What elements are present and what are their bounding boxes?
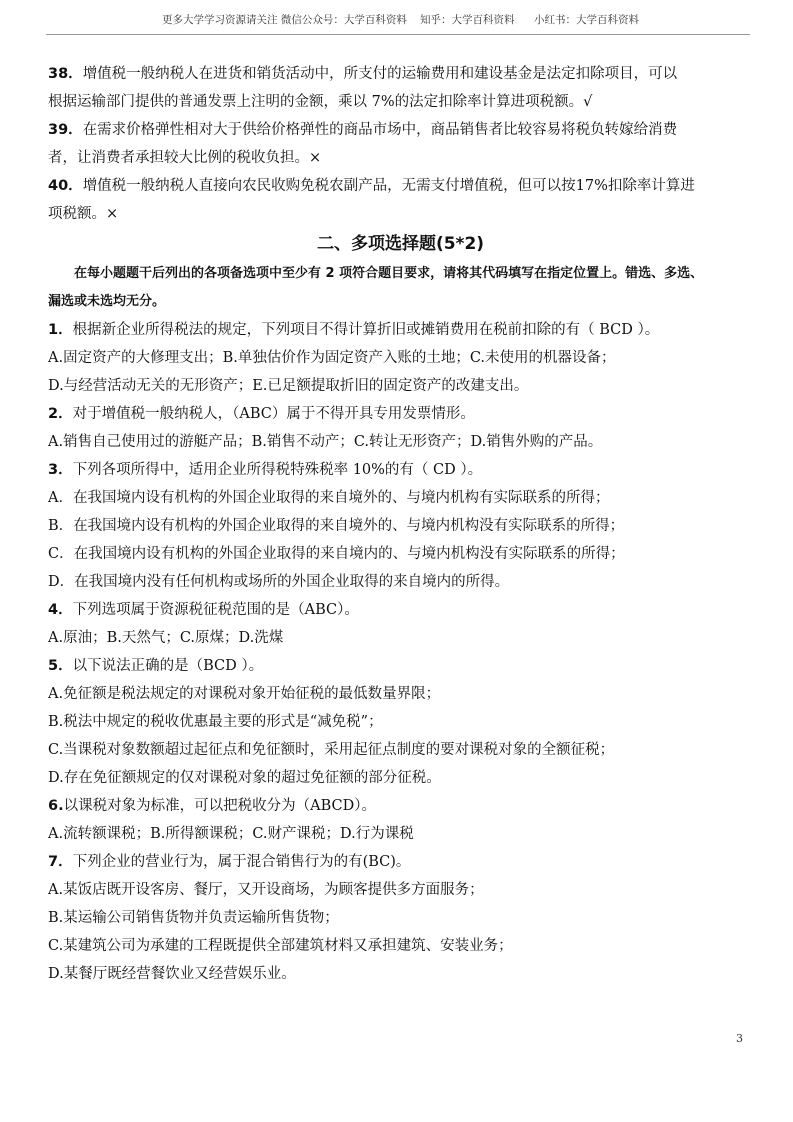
question-options: D.与经营活动无关的无形资产；E.已足额提取折旧的固定资产的改建支出。 xyxy=(48,378,529,394)
question-option-a: A.某饭店既开设客房、餐厅，又开设商场，为顾客提供多方面服务； xyxy=(48,882,484,898)
question-option-b: B.税法中规定的税收优惠最主要的形式是“减免税”； xyxy=(48,714,383,730)
question-number: 7． xyxy=(48,854,73,870)
question-text-cont: 根据运输部门提供的普通发票上注明的金额，乘以 7%的法定扣除率计算进项税额。√ xyxy=(48,94,593,110)
mc-question-4 xyxy=(48,596,753,652)
question-option-a: A.免征额是税法规定的对课税对象开始征税的最低数量界限； xyxy=(48,686,441,702)
question-option-d: D．在我国境内没有任何机构或场所的外国企业取得的来自境内的所得。 xyxy=(48,574,510,590)
question-text: 增值税一般纳税人在进货和销货活动中，所支付的运输费用和建设基金是法定扣除项目，可以 xyxy=(82,66,678,82)
question-number: 1． xyxy=(48,322,73,338)
section-title: 二、多项选择题(5*2) xyxy=(316,234,485,254)
question-option-b: B．在我国境内设有机构的外国企业取得的来自境外的、与境内机构没有实际联系的所得； xyxy=(48,518,625,534)
question-option-c: C.当课税对象数额超过起征点和免征额时，采用起征点制度的要对课税对象的全额征税； xyxy=(48,742,615,758)
question-text-cont: 者，让消费者承担较大比例的税收负担。× xyxy=(48,150,322,166)
section-instruction: 在每小题题干后列出的各项备选项中至少有 2 项符合题目要求，请将其代码填写在指定位置上。错选、多选、 xyxy=(74,266,704,281)
question-number: 3． xyxy=(48,462,73,478)
header-rule xyxy=(46,34,750,35)
header-wechat: 更多大学学习资源请关注 微信公众号：大学百科资料 xyxy=(162,14,407,26)
question-stem: 以课税对象为标准，可以把税收分为（ABCD）。 xyxy=(63,798,376,814)
header-zhihu: 知乎：大学百科资料 xyxy=(420,14,515,26)
mc-question-7 xyxy=(48,848,753,988)
question-option-d: D.存在免征额规定的仅对课税对象的超过免征额的部分征税。 xyxy=(48,770,441,786)
question-number: 39． xyxy=(48,122,83,138)
header-xiaohongshu: 小红书：大学百科资料 xyxy=(534,14,639,26)
question-options: A.销售自己使用过的游艇产品；B.销售不动产；C.转让无形资产；D.销售外购的产品。 xyxy=(48,434,603,450)
mc-question-6 xyxy=(48,792,753,848)
question-option-c: C．在我国境内设有机构的外国企业取得的来自境内的、与境内机构没有实际联系的所得； xyxy=(48,546,625,562)
question-stem: 下列企业的营业行为，属于混合销售行为的有(BC)。 xyxy=(72,854,411,870)
tf-question-39 xyxy=(48,116,753,172)
question-number: 4． xyxy=(48,602,73,618)
question-stem: 下列选项属于资源税征税范围的是（ABC）。 xyxy=(72,602,359,618)
question-options: A.流转额课税；B.所得额课税；C.财产课税；D.行为课税 xyxy=(48,826,414,842)
question-stem: 下列各项所得中，适用企业所得税特殊税率 10%的有（ CD ）。 xyxy=(72,462,483,478)
question-option-c: C.某建筑公司为承建的工程既提供全部建筑材料又承担建筑、安装业务； xyxy=(48,938,513,954)
question-options: A.固定资产的大修理支出；B.单独估价作为固定资产入账的土地；C.未使用的机器设备； xyxy=(48,350,616,366)
question-text: 在需求价格弹性相对大于供给价格弹性的商品市场中，商品销售者比较容易将税负转嫁给消费 xyxy=(82,122,678,138)
question-options: A.原油；B.天然气；C.原煤；D.洗煤 xyxy=(48,630,284,646)
question-number: 6. xyxy=(48,798,64,814)
question-number: 38． xyxy=(48,66,83,82)
page-header xyxy=(0,12,793,28)
question-number: 5． xyxy=(48,658,73,674)
question-option-b: B.某运输公司销售货物并负责运输所售货物； xyxy=(48,910,339,926)
question-stem: 对于增值税一般纳税人，（ABC）属于不得开具专用发票情形。 xyxy=(72,406,475,422)
section-instruction-cont: 漏选或未选均无分。 xyxy=(48,294,166,309)
question-number: 40． xyxy=(48,178,83,194)
question-stem: 根据新企业所得税法的规定，下列项目不得计算折旧或摊销费用在税前扣除的有（ BCD ）。 xyxy=(72,322,660,338)
page-number: 3 xyxy=(736,1032,743,1045)
question-stem: 以下说法正确的是（BCD ）。 xyxy=(72,658,264,674)
question-text: 增值税一般纳税人直接向农民收购免税农副产品，无需支付增值税，但可以按17%扣除率计算进 xyxy=(82,178,695,194)
tf-question-38 xyxy=(48,60,753,116)
mc-question-5 xyxy=(48,652,753,792)
question-number: 2． xyxy=(48,406,73,422)
question-option-d: D.某餐厅既经营餐饮业又经营娱乐业。 xyxy=(48,966,296,982)
mc-question-1 xyxy=(48,316,753,400)
question-option-a: A．在我国境内设有机构的外国企业取得的来自境外的、与境内机构有实际联系的所得； xyxy=(48,490,610,506)
page-content xyxy=(48,60,753,988)
mc-question-3 xyxy=(48,456,753,596)
tf-question-40 xyxy=(48,172,753,228)
mc-question-2 xyxy=(48,400,753,456)
question-text-cont: 项税额。× xyxy=(48,206,119,222)
